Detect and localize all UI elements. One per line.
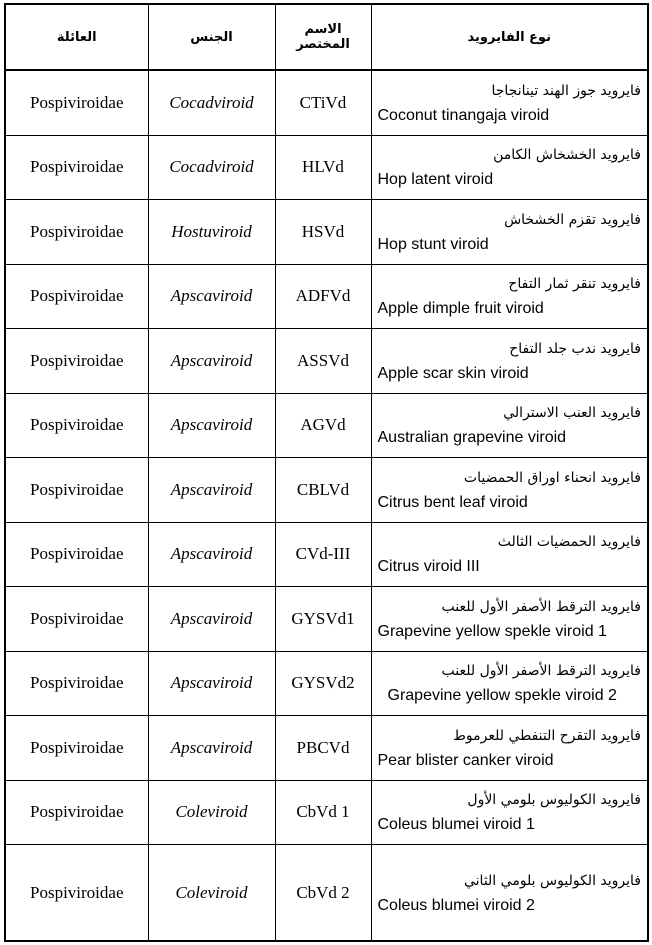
table-row bbox=[5, 587, 648, 652]
cell-genus: Apscaviroid bbox=[148, 716, 275, 781]
cell-genus: Apscaviroid bbox=[148, 458, 275, 523]
viroid-classification-table bbox=[4, 3, 649, 942]
cell-genus: Apscaviroid bbox=[148, 329, 275, 394]
viroid-name-arabic: فايرويد الكوليوس بلومي الأول bbox=[467, 792, 641, 809]
cell-family: Pospiviroidae bbox=[5, 393, 148, 458]
cell-viroid-name bbox=[371, 716, 648, 781]
viroid-name-arabic: فايرويد تقزم الخشخاش bbox=[504, 211, 641, 228]
viroid-name-english: Hop stunt viroid bbox=[377, 235, 489, 253]
header-genus: الجنس bbox=[148, 4, 275, 70]
header-abbreviation: الاسم المختصر bbox=[275, 4, 371, 70]
cell-viroid-name bbox=[371, 135, 648, 200]
viroid-name-arabic: فايرويد الترقط الأصفر الأول للعنب bbox=[441, 598, 641, 615]
cell-viroid-name bbox=[371, 780, 648, 845]
cell-family: Pospiviroidae bbox=[5, 264, 148, 329]
cell-genus: Coleviroid bbox=[148, 845, 275, 942]
table-row bbox=[5, 329, 648, 394]
cell-family: Pospiviroidae bbox=[5, 329, 148, 394]
cell-abbreviation: CVd-III bbox=[275, 522, 371, 587]
cell-genus: Apscaviroid bbox=[148, 522, 275, 587]
viroid-name-english: Citrus bent leaf viroid bbox=[377, 493, 528, 511]
cell-family: Pospiviroidae bbox=[5, 70, 148, 135]
viroid-name-arabic: فايرويد تنقر ثمار التفاح bbox=[508, 276, 641, 293]
cell-viroid-name bbox=[371, 458, 648, 523]
header-viroid-type: نوع الفايرويد bbox=[371, 4, 648, 70]
viroid-name-arabic: فايرويد العنب الاسترالي bbox=[503, 405, 641, 422]
table-row bbox=[5, 651, 648, 716]
cell-abbreviation: CbVd 1 bbox=[275, 780, 371, 845]
cell-abbreviation: CbVd 2 bbox=[275, 845, 371, 942]
cell-viroid-name bbox=[371, 200, 648, 265]
cell-genus: Coleviroid bbox=[148, 780, 275, 845]
viroid-name-arabic: فايرويد الكوليوس بلومي الثاني bbox=[463, 872, 641, 889]
cell-abbreviation: GYSVd2 bbox=[275, 651, 371, 716]
viroid-name-arabic: فايرويد ندب جلد التفاح bbox=[509, 340, 641, 357]
cell-family: Pospiviroidae bbox=[5, 458, 148, 523]
viroid-name-english: Grapevine yellow spekle viroid 1 bbox=[377, 622, 607, 640]
cell-genus: Apscaviroid bbox=[148, 651, 275, 716]
cell-viroid-name bbox=[371, 845, 648, 942]
cell-abbreviation: HLVd bbox=[275, 135, 371, 200]
cell-abbreviation: HSVd bbox=[275, 200, 371, 265]
viroid-name-english: Citrus viroid III bbox=[377, 558, 480, 576]
cell-viroid-name bbox=[371, 70, 648, 135]
cell-viroid-name bbox=[371, 651, 648, 716]
viroid-name-english: Pear blister canker viroid bbox=[377, 751, 554, 769]
cell-abbreviation: CTiVd bbox=[275, 70, 371, 135]
viroid-name-arabic: فايرويد التقرح التنفطي للعرموط bbox=[452, 727, 641, 744]
table-row bbox=[5, 780, 648, 845]
cell-genus: Apscaviroid bbox=[148, 264, 275, 329]
viroid-name-arabic: فايرويد الخشخاش الكامن bbox=[493, 147, 641, 164]
table-row bbox=[5, 393, 648, 458]
viroid-name-english: Grapevine yellow spekle viroid 2 bbox=[387, 687, 617, 705]
table-row bbox=[5, 458, 648, 523]
cell-family: Pospiviroidae bbox=[5, 780, 148, 845]
table-row bbox=[5, 264, 648, 329]
cell-viroid-name bbox=[371, 264, 648, 329]
cell-family: Pospiviroidae bbox=[5, 522, 148, 587]
viroid-name-arabic: فايرويد انحناء اوراق الحمضيات bbox=[463, 469, 641, 486]
cell-family: Pospiviroidae bbox=[5, 716, 148, 781]
cell-abbreviation: ASSVd bbox=[275, 329, 371, 394]
cell-genus: Cocadviroid bbox=[148, 70, 275, 135]
table-row bbox=[5, 135, 648, 200]
cell-genus: Apscaviroid bbox=[148, 393, 275, 458]
cell-genus: Cocadviroid bbox=[148, 135, 275, 200]
header-family: العائلة bbox=[5, 4, 148, 70]
viroid-name-english: Coleus blumei viroid 1 bbox=[377, 816, 535, 834]
cell-genus: Apscaviroid bbox=[148, 587, 275, 652]
table-row bbox=[5, 200, 648, 265]
cell-viroid-name bbox=[371, 329, 648, 394]
table-row bbox=[5, 716, 648, 781]
cell-family: Pospiviroidae bbox=[5, 200, 148, 265]
cell-viroid-name bbox=[371, 522, 648, 587]
viroid-name-english: Apple scar skin viroid bbox=[377, 364, 529, 382]
viroid-name-arabic: فايرويد الترقط الأصفر الأول للعنب bbox=[441, 663, 641, 680]
viroid-name-english: Coleus blumei viroid 2 bbox=[377, 896, 535, 914]
viroid-name-english: Australian grapevine viroid bbox=[377, 429, 567, 447]
viroid-name-english: Apple dimple fruit viroid bbox=[377, 300, 544, 318]
table-header-row bbox=[5, 4, 648, 70]
table-row bbox=[5, 522, 648, 587]
cell-abbreviation: PBCVd bbox=[275, 716, 371, 781]
viroid-name-english: Coconut tinangaja viroid bbox=[377, 106, 550, 124]
viroid-name-english: Hop latent viroid bbox=[377, 171, 494, 189]
cell-abbreviation: ADFVd bbox=[275, 264, 371, 329]
cell-abbreviation: GYSVd1 bbox=[275, 587, 371, 652]
cell-abbreviation: CBLVd bbox=[275, 458, 371, 523]
cell-family: Pospiviroidae bbox=[5, 135, 148, 200]
table-row bbox=[5, 70, 648, 135]
cell-abbreviation: AGVd bbox=[275, 393, 371, 458]
viroid-name-arabic: فايرويد جوز الهند تينانجاجا bbox=[491, 82, 641, 99]
cell-genus: Hostuviroid bbox=[148, 200, 275, 265]
viroid-name-arabic: فايرويد الحمضيات الثالث bbox=[497, 534, 641, 551]
cell-viroid-name bbox=[371, 587, 648, 652]
cell-family: Pospiviroidae bbox=[5, 587, 148, 652]
cell-family: Pospiviroidae bbox=[5, 651, 148, 716]
table-row bbox=[5, 845, 648, 942]
cell-family: Pospiviroidae bbox=[5, 845, 148, 942]
cell-viroid-name bbox=[371, 393, 648, 458]
